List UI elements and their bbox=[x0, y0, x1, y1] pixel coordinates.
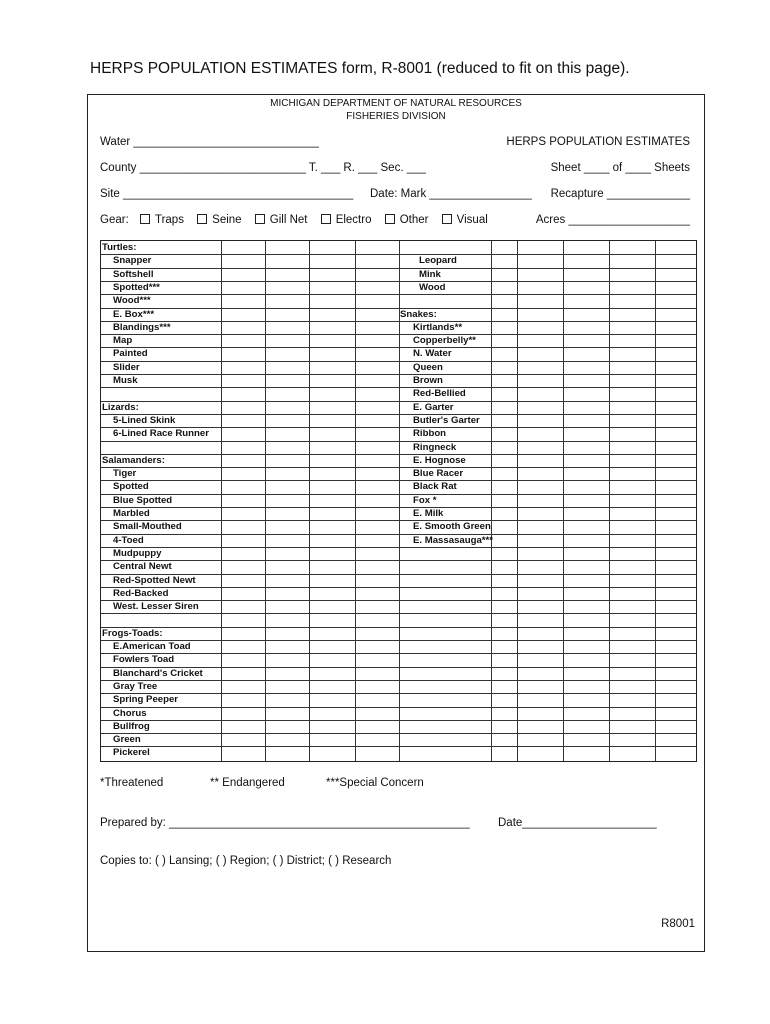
site-field[interactable]: Site ____________________________________ bbox=[100, 188, 354, 200]
table-row-divider bbox=[101, 733, 696, 734]
table-row-divider bbox=[101, 693, 696, 694]
species-label: Brown bbox=[413, 375, 443, 386]
species-label: E. Milk bbox=[413, 508, 444, 519]
species-label: Blue Racer bbox=[413, 468, 464, 480]
table-row-divider bbox=[101, 653, 696, 654]
species-label: Fowlers Toad bbox=[113, 654, 175, 666]
gear-option-electro[interactable]: Electro bbox=[313, 214, 372, 226]
date-field[interactable]: Date_____________________ bbox=[498, 817, 657, 829]
species-label: Snapper bbox=[113, 255, 152, 267]
species-label: 4-Toed bbox=[113, 534, 144, 546]
species-group-heading: Frogs-Toads: bbox=[102, 627, 163, 639]
species-label: Ringneck bbox=[413, 441, 457, 453]
legend-special-concern: ***Special Concern bbox=[326, 777, 424, 789]
species-label: Ribbon bbox=[413, 428, 447, 440]
table-row-divider bbox=[101, 308, 696, 309]
species-label: West. Lesser Siren bbox=[113, 601, 199, 613]
table-row-divider bbox=[101, 534, 696, 535]
species-label: E. Smooth Green bbox=[413, 521, 491, 533]
copies-to-line[interactable]: Copies to: ( ) Lansing; ( ) Region; ( ) District; ( ) Research bbox=[100, 855, 392, 867]
species-label: Blanchard's Cricket bbox=[113, 667, 203, 679]
species-label: Slider bbox=[113, 361, 140, 373]
table-column-divider bbox=[609, 241, 610, 761]
table-column-divider bbox=[309, 241, 310, 761]
species-label: Blue Spotted bbox=[113, 494, 173, 506]
checkbox-icon[interactable] bbox=[321, 214, 331, 224]
form-code: R8001 bbox=[661, 918, 695, 930]
recapture-field[interactable]: Recapture _____________ bbox=[550, 188, 690, 200]
legend-threatened: *Threatened bbox=[100, 777, 164, 789]
species-label: Softshell bbox=[113, 268, 154, 280]
species-label: 6-Lined Race Runner bbox=[113, 428, 209, 440]
checkbox-icon[interactable] bbox=[385, 214, 395, 224]
checkbox-icon[interactable] bbox=[140, 214, 150, 224]
table-row-divider bbox=[101, 321, 696, 322]
checkbox-icon[interactable] bbox=[442, 214, 452, 224]
table-row-divider bbox=[101, 746, 696, 747]
acres-field[interactable]: Acres ___________________ bbox=[535, 214, 690, 226]
gear-option-other[interactable]: Other bbox=[377, 214, 429, 226]
table-row-divider bbox=[101, 441, 696, 442]
species-label: Kirtlands** bbox=[413, 321, 463, 333]
species-label: Butler's Garter bbox=[413, 414, 480, 426]
table-row-divider bbox=[101, 520, 696, 521]
table-row-divider bbox=[101, 627, 696, 628]
checkbox-icon[interactable] bbox=[255, 214, 265, 224]
species-label: Wood*** bbox=[113, 295, 151, 307]
species-label: Blandings*** bbox=[113, 321, 171, 333]
table-row-divider bbox=[101, 560, 696, 561]
species-label: Bullfrog bbox=[113, 720, 150, 732]
species-label: Spotted bbox=[113, 481, 149, 493]
species-label: Wood bbox=[419, 281, 446, 293]
species-label: Black Rat bbox=[413, 481, 457, 493]
table-column-divider bbox=[355, 241, 356, 761]
table-row-divider bbox=[101, 467, 696, 468]
table-row-divider bbox=[101, 254, 696, 255]
table-row-divider bbox=[101, 507, 696, 508]
gear-option-visual[interactable]: Visual bbox=[434, 214, 488, 226]
species-group-heading: Turtles: bbox=[102, 242, 137, 253]
species-label: Red-Backed bbox=[113, 587, 169, 599]
species-label: E. Garter bbox=[413, 401, 454, 413]
species-label: Central Newt bbox=[113, 561, 172, 573]
species-label: Tiger bbox=[113, 468, 137, 480]
gear-row bbox=[100, 214, 490, 226]
species-group-heading: Snakes: bbox=[400, 308, 437, 320]
table-row-divider bbox=[101, 480, 696, 481]
division-name: FISHERIES DIVISION bbox=[346, 111, 446, 122]
table-column-divider bbox=[655, 241, 656, 761]
species-label: Queen bbox=[413, 361, 443, 373]
species-label: Mudpuppy bbox=[113, 547, 162, 559]
species-label: Painted bbox=[113, 348, 148, 360]
species-label: Red-Spotted Newt bbox=[113, 574, 196, 586]
species-count-table bbox=[100, 240, 697, 762]
species-label: Leopard bbox=[419, 255, 457, 267]
table-column-divider bbox=[491, 241, 492, 761]
table-row-divider bbox=[101, 401, 696, 402]
species-label: N. Water bbox=[413, 348, 452, 360]
table-row-divider bbox=[101, 347, 696, 348]
date-mark-field[interactable]: Date: Mark ________________ bbox=[370, 188, 532, 200]
species-label: Fox * bbox=[413, 494, 437, 506]
gear-option-seine[interactable]: Seine bbox=[189, 214, 241, 226]
species-label: Marbled bbox=[113, 508, 150, 519]
table-column-divider bbox=[517, 241, 518, 761]
table-column-divider bbox=[221, 241, 222, 761]
species-label: Green bbox=[113, 734, 141, 746]
species-label: Spotted*** bbox=[113, 281, 160, 293]
table-row-divider bbox=[101, 707, 696, 708]
sheet-field[interactable]: Sheet ____ of ____ Sheets bbox=[550, 162, 690, 174]
document-title: HERPS POPULATION ESTIMATES form, R-8001 (reduced to fit on this page). bbox=[90, 60, 630, 77]
species-label: Mink bbox=[419, 268, 441, 280]
species-label: Spring Peeper bbox=[113, 694, 179, 706]
table-row-divider bbox=[101, 387, 696, 388]
gear-label: Gear: bbox=[100, 214, 129, 226]
table-row-divider bbox=[101, 720, 696, 721]
species-label: Map bbox=[113, 335, 133, 347]
county-field[interactable]: County __________________________ T. ___ R. ___ Sec. ___ bbox=[100, 162, 426, 174]
gear-option-traps[interactable]: Traps bbox=[132, 214, 184, 226]
gear-option-gill-net[interactable]: Gill Net bbox=[247, 214, 308, 226]
table-row-divider bbox=[101, 414, 696, 415]
table-row-divider bbox=[101, 361, 696, 362]
species-label: Red-Bellied bbox=[413, 388, 466, 400]
table-row-divider bbox=[101, 294, 696, 295]
species-label: E. Box*** bbox=[113, 308, 155, 320]
form-sheet bbox=[87, 94, 705, 952]
legend-endangered: ** Endangered bbox=[210, 777, 285, 789]
species-label: Small-Mouthed bbox=[113, 521, 182, 533]
species-label: Gray Tree bbox=[113, 680, 158, 692]
table-row-divider bbox=[101, 268, 696, 269]
water-field[interactable]: Water _____________________________ bbox=[100, 136, 319, 148]
species-group-heading: Salamanders: bbox=[102, 454, 165, 466]
checkbox-icon[interactable] bbox=[197, 214, 207, 224]
species-label: 5-Lined Skink bbox=[113, 414, 176, 426]
table-row-divider bbox=[101, 374, 696, 375]
table-row-divider bbox=[101, 334, 696, 335]
species-label: Pickerel bbox=[113, 747, 150, 759]
species-label: Musk bbox=[113, 375, 138, 386]
table-row-divider bbox=[101, 613, 696, 614]
species-label: E.American Toad bbox=[113, 641, 191, 652]
species-label: E. Hognose bbox=[413, 454, 466, 466]
table-row-divider bbox=[101, 680, 696, 681]
species-label: E. Massasauga*** bbox=[413, 534, 493, 546]
prepared-by-field[interactable]: Prepared by: _______________________________________________ bbox=[100, 817, 470, 829]
species-label: Chorus bbox=[113, 707, 147, 719]
table-row-divider bbox=[101, 494, 696, 495]
table-column-divider bbox=[563, 241, 564, 761]
agency-name: MICHIGAN DEPARTMENT OF NATURAL RESOURCES bbox=[270, 98, 522, 109]
table-row-divider bbox=[101, 281, 696, 282]
table-column-divider bbox=[265, 241, 266, 761]
species-group-heading: Lizards: bbox=[102, 401, 139, 413]
form-title: HERPS POPULATION ESTIMATES bbox=[506, 136, 690, 148]
table-row-divider bbox=[101, 587, 696, 588]
table-row-divider bbox=[101, 547, 696, 548]
species-label: Copperbelly** bbox=[413, 335, 476, 347]
table-row-divider bbox=[101, 454, 696, 455]
